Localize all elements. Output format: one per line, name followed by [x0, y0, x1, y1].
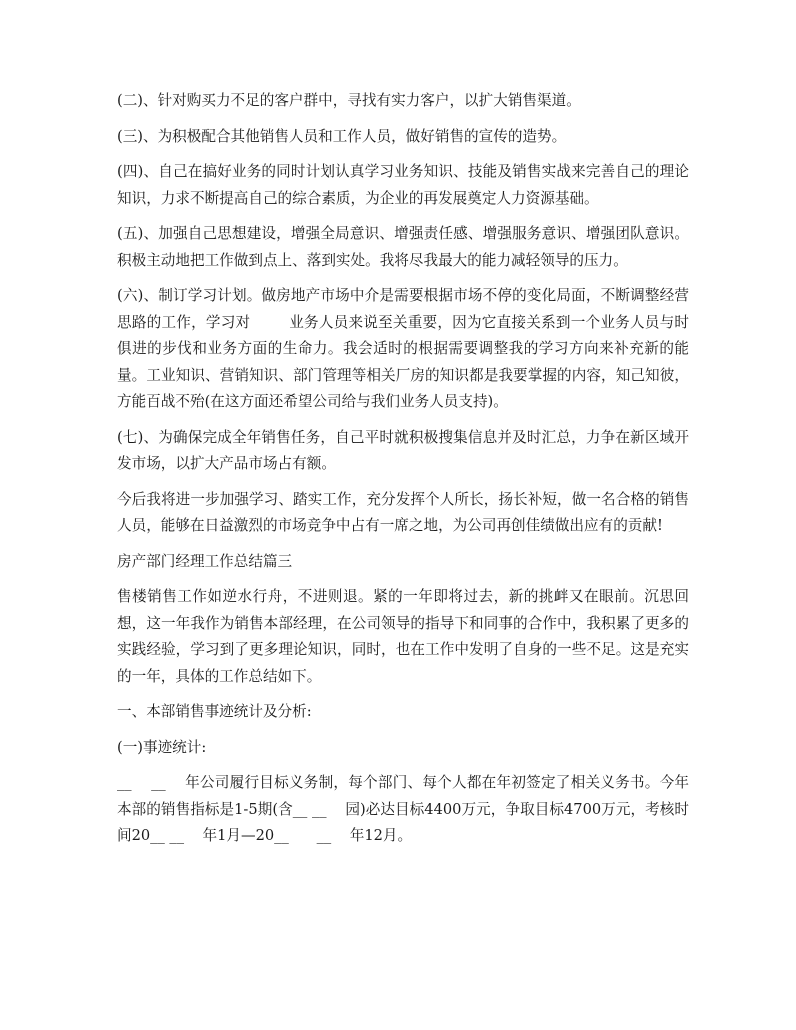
list-item-6: (六)、制订学习计划。做房地产市场中介是需要根据市场不停的变化局面，不断调整经营思路的工作，学习对 业务人员来说至关重要，因为它直接关系到一个业务人员与时俱进的步伐和业务方面的生命力。我会适时的根据需要调整我的学习方向来补充新的能量。工业知识、营销知识、部门管理等相关厂房的知识都是我要掌握的内容，知己知彼，方能百战不殆(在这方面还希望公司给与我们业务人员支持)。: [117, 287, 689, 410]
list-item-5: (五)、加强自己思想建设，增强全局意识、增强责任感、增强服务意识、增强团队意识。积极主动地把工作做到点上、落到实处。我将尽我最大的能力减轻领导的压力。: [117, 225, 689, 269]
list-item-7: (七)、为确保完成全年销售任务，自己平时就积极搜集信息并及时汇总，力争在新区域开发市场，以扩大产品市场占有额。: [117, 428, 689, 472]
list-item-3: (三)、为积极配合其他销售人员和工作人员，做好销售的宣传的造势。: [117, 127, 567, 145]
heading-sales-statistics: 一、本部销售事迹统计及分析:: [117, 703, 312, 720]
subheading-statistics: (一)事迹统计:: [117, 738, 207, 756]
statistics-paragraph: __ __ 年公司履行目标义务制，每个部门、每个人都在年初签定了相关义务书。今年本部的销售指标是1-5期(含__ __ 园)必达目标4400万元，争取目标4700万元，考核时间20__ __ 年1月—20__ __ 年12月。: [117, 774, 689, 844]
list-item-4: (四)、自己在搞好业务的同时计划认真学习业务知识、技能及销售实战来完善自己的理论知识，力求不断提高自己的综合素质，为企业的再发展奠定人力资源基础。: [117, 163, 689, 207]
closing-paragraph: 今后我将进一步加强学习、踏实工作，充分发挥个人所长，扬长补短，做一名合格的销售人员，能够在日益激烈的市场竞争中占有一席之地，为公司再创佳绩做出应有的贡献!: [117, 490, 689, 534]
document-body: [117, 88, 689, 859]
intro-paragraph: 售楼销售工作如逆水行舟，不进则退。紧的一年即将过去，新的挑衅又在眼前。沉思回想，这一年我作为销售本部经理，在公司领导的指导下和同事的合作中，我积累了更多的实践经验，学习到了更多理论知识，同时，也在工作中发明了自身的一些不足。这是充实的一年，具体的工作总结如下。: [117, 588, 689, 685]
list-item-2: (二)、针对购买力不足的客户群中，寻找有实力客户，以扩大销售渠道。: [117, 92, 581, 109]
section-title: 房产部门经理工作总结篇三: [117, 552, 293, 570]
